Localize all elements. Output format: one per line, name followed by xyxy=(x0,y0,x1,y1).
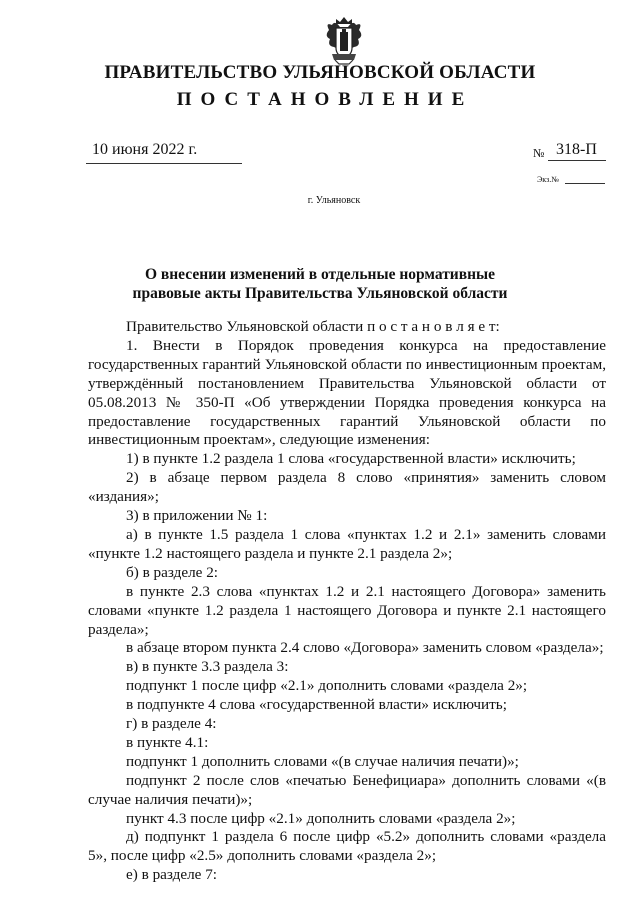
document-type: ПОСТАНОВЛЕНИЕ xyxy=(176,89,474,110)
copy-number-underline xyxy=(565,183,605,184)
preamble-paragraph: Правительство Ульяновской области п о с т а н о в л я е т: xyxy=(126,318,500,335)
body-paragraph: б) в разделе 2: xyxy=(126,563,219,581)
body-paragraph: г) в разделе 4: xyxy=(126,715,217,733)
copy-number-label: Экз.№ xyxy=(537,175,559,184)
body-paragraph: в) в пункте 3.3 раздела 3: xyxy=(126,658,289,676)
body-paragraph: 3) в приложении № 1: xyxy=(126,507,268,525)
body-paragraph: 2) в абзаце первом раздела 8 слово «принятия» заменить словом «издания»; xyxy=(88,469,606,506)
body-paragraph: 1) в пункте 1.2 раздела 1 слова «государственной власти» исключить; xyxy=(126,450,576,468)
body-paragraph: 1. Внести в Порядок проведения конкурса на предоставление государственных гарантий Ульяновской области по инвестиционным проектам, утверждённый постановлением Правительства Ульяновской области от 05.08.2013 № 350-П «Об утверждении Порядка проведения конкурса на предоставление государственных гарантий Ульяновской области по инвестиционным проектам», следующие изменения: xyxy=(88,336,606,449)
body-paragraph: е) в разделе 7: xyxy=(126,866,218,884)
document-body xyxy=(88,318,606,885)
body-paragraph: д) подпункт 1 раздела 6 после цифр «5.2» дополнить словами «раздела 5», после цифр «2.5» дополнить словами «раздела 2»; xyxy=(88,828,606,865)
document-date: 10 июня 2022 г. xyxy=(92,141,198,158)
body-paragraph: а) в пункте 1.5 раздела 1 слова «пунктах 1.2 и 2.1» заменить словами «пункте 1.2 настоящего раздела и пункте 2.1 раздела 2»; xyxy=(88,525,606,562)
subject-line: О внесении изменений в отдельные нормативные xyxy=(144,266,496,283)
document-subject xyxy=(0,265,640,303)
document-number: 318-П xyxy=(556,141,597,158)
government-title: ПРАВИТЕЛЬСТВО УЛЬЯНОВСКОЙ ОБЛАСТИ xyxy=(104,62,536,83)
number-underline xyxy=(548,160,606,161)
body-paragraph: подпункт 2 после слов «печатью Бенефициара» дополнить словами «(в случае наличия печати)»; xyxy=(88,771,606,808)
body-paragraph: в пункте 2.3 слова «пунктах 1.2 и 2.1 настоящего Договора» заменить словами «пункте 1.2 раздела 1 настоящего Договора и пункте 2.1 настоящего раздела»; xyxy=(88,582,606,638)
body-paragraph: в подпункте 4 слова «государственной власти» исключить; xyxy=(126,696,507,714)
number-sign: № xyxy=(533,146,545,160)
body-paragraph: пункт 4.3 после цифр «2.1» дополнить словами «раздела 2»; xyxy=(126,809,516,827)
body-paragraph: подпункт 1 после цифр «2.1» дополнить словами «раздела 2»; xyxy=(126,677,528,695)
coat-of-arms-icon xyxy=(321,14,367,66)
city-label: г. Ульяновск xyxy=(307,195,361,206)
body-paragraph: в пункте 4.1: xyxy=(126,733,209,751)
date-underline xyxy=(86,163,242,164)
body-paragraph: в абзаце втором пункта 2.4 слово «Договора» заменить словом «раздела»; xyxy=(126,639,604,657)
subject-line: правовые акты Правительства Ульяновской области xyxy=(132,285,508,302)
body-paragraph: подпункт 1 дополнить словами «(в случае наличия печати)»; xyxy=(126,752,519,770)
